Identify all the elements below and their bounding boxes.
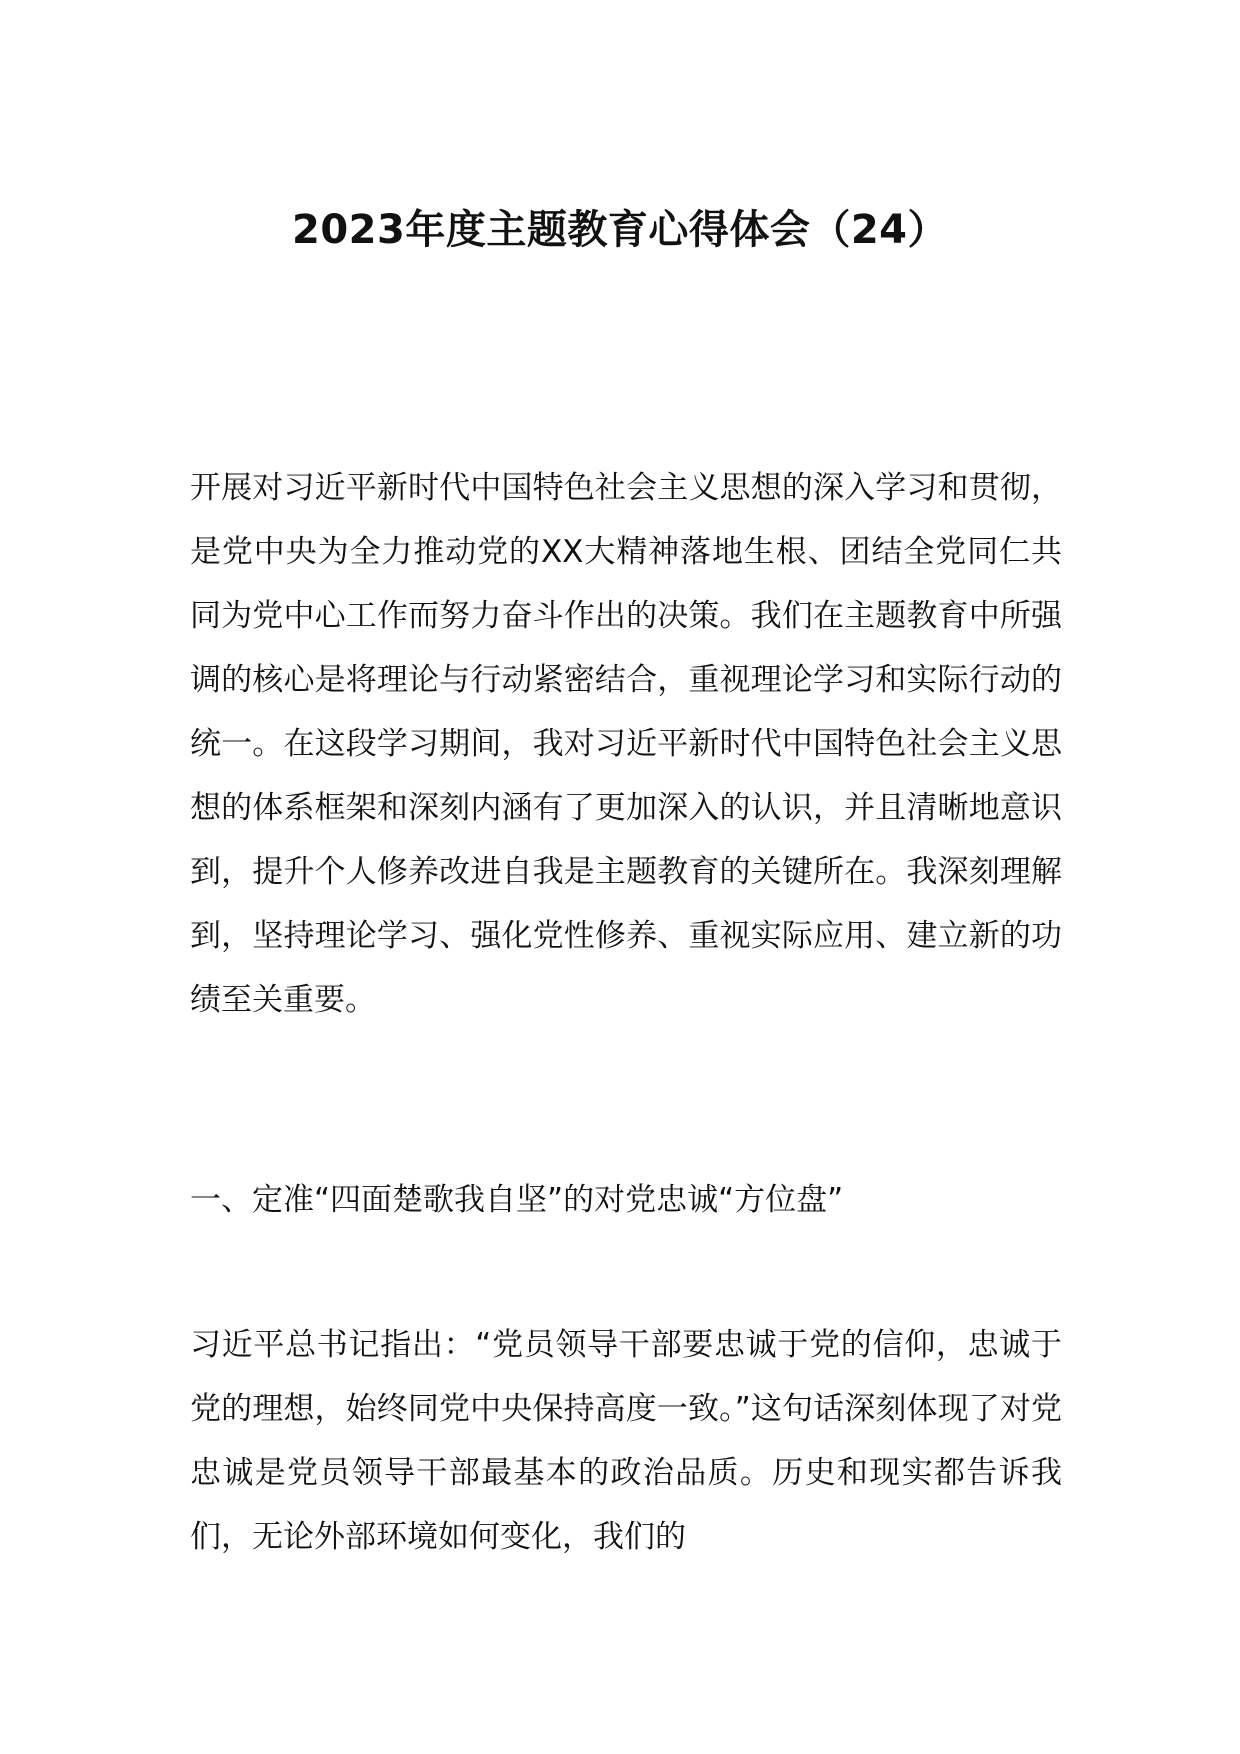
document-title: 2023年度主题教育心得体会（24）: [292, 207, 948, 253]
quote-paragraph: 习近平总书记指出：“党员领导干部要忠诚于党的信仰，忠诚于党的理想，始终同党中央保持高度一致。”这句话深刻体现了对党忠诚是党员领导干部最基本的政治品质。历史和现实都告诉我们，无论外部环境如何变化，我们的: [190, 1327, 1062, 1555]
intro-paragraph: 开展对习近平新时代中国特色社会主义思想的深入学习和贯彻，是党中央为全力推动党的XX大精神落地生根、团结全党同仁共同为党中心工作而努力奋斗作出的决策。我们在主题教育中所强调的核心是将理论与行动紧密结合，重视理论学习和实际行动的统一。在这段学习期间，我对习近平新时代中国特色社会主义思想的体系框架和深刻内涵有了更加深入的认识，并且清晰地意识到，提升个人修养改进自我是主题教育的关键所在。我深刻理解到，坚持理论学习、强化党性修养、重视实际应用、建立新的功绩至关重要。: [190, 470, 1062, 1018]
section-heading-one: 一、定准“四面楚歌我自坚”的对党忠诚“方位盘”: [190, 1182, 844, 1218]
